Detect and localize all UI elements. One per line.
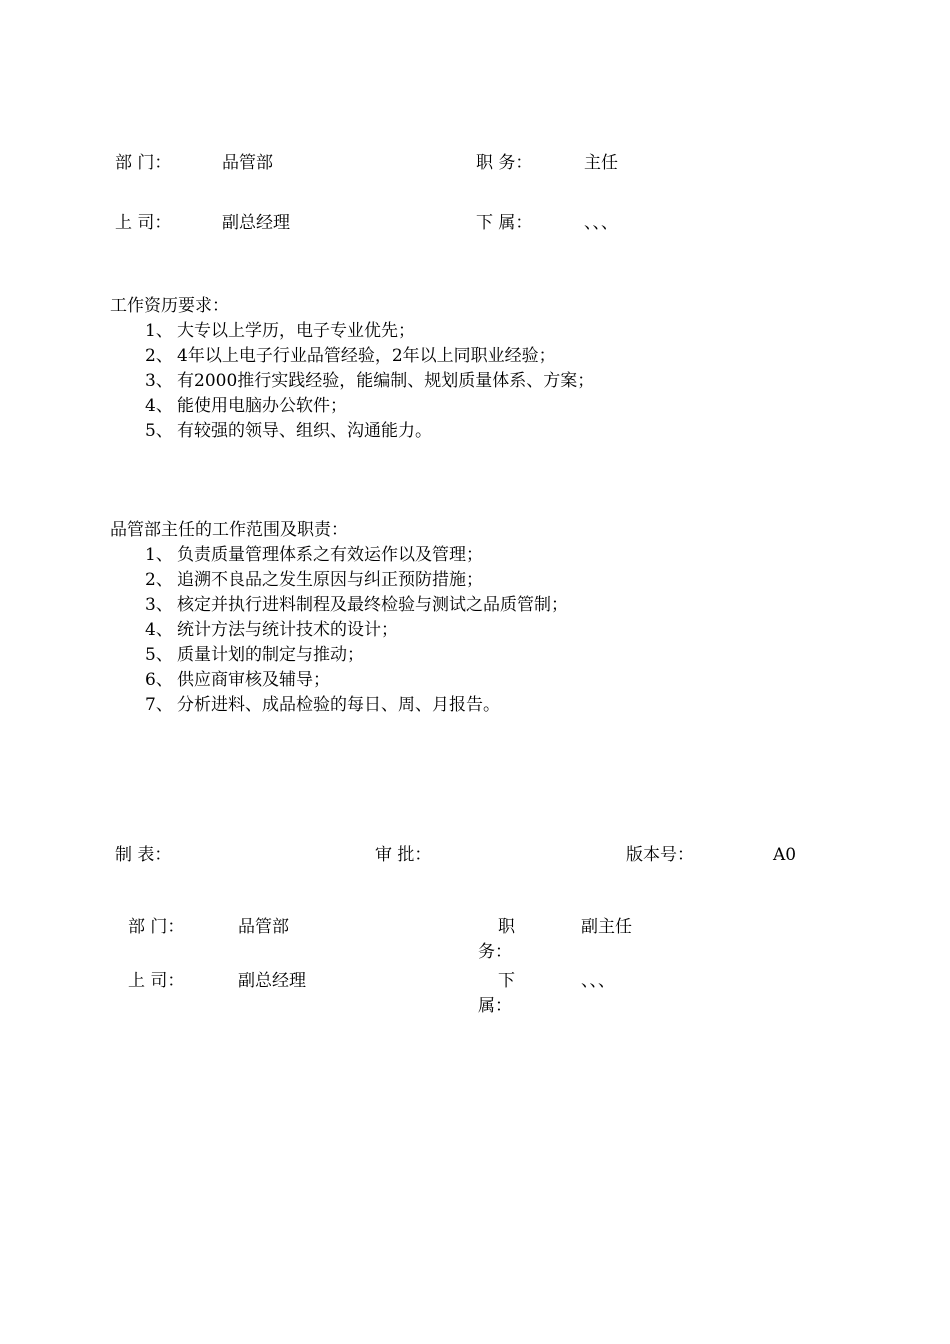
item-text: 质量计划的制定与推动； [177,645,364,665]
item-text: 能使用电脑办公软件； [177,396,347,416]
requirements-list [145,319,594,444]
item-number: 6、 [145,670,173,690]
boss-label: 上 司： [115,213,172,233]
subordinate-label-2: 下属： [478,971,515,1016]
version-value: A0 [773,845,797,865]
item-text: 4年以上电子行业品管经验，2年以上同职业经验； [177,346,556,366]
item-number: 4、 [145,620,173,640]
item-number: 4、 [145,396,173,416]
item-text: 核定并执行进料制程及最终检验与测试之品质管制； [177,595,568,615]
item-text: 有2000推行实践经验，能编制、规划质量体系、方案； [177,371,595,391]
subordinate-value: 、、、 [584,213,618,233]
item-number: 3、 [145,595,173,615]
boss-value-2: 副总经理 [238,971,306,991]
list-item [145,643,568,668]
version-label: 版本号： [626,845,694,865]
dept-label-2: 部 门： [128,917,185,937]
list-item [145,593,568,618]
item-number: 5、 [145,645,173,665]
dept-value-2: 品管部 [238,917,289,937]
list-item [145,668,568,693]
item-number: 2、 [145,346,173,366]
boss-label-2: 上 司： [128,971,185,991]
duties-title: 品管部主任的工作范围及职责： [110,520,348,540]
list-item [145,394,594,419]
approver-label: 审 批： [375,845,432,865]
position-value: 主任 [584,153,618,173]
item-text: 大专以上学历，电子专业优先； [177,321,415,341]
item-number: 7、 [145,695,173,715]
list-item [145,344,594,369]
subordinate-label: 下 属： [476,213,533,233]
requirements-title: 工作资历要求： [110,296,229,316]
item-text: 供应商审核及辅导； [177,670,330,690]
item-number: 3、 [145,371,173,391]
position-value-2: 副主任 [581,917,632,937]
item-text: 负责质量管理体系之有效运作以及管理； [177,545,483,565]
item-text: 有较强的领导、组织、沟通能力。 [177,421,432,441]
item-text: 分析进料、成品检验的每日、周、月报告。 [177,695,500,715]
item-text: 统计方法与统计技术的设计； [177,620,398,640]
list-item [145,568,568,593]
item-number: 1、 [145,321,173,341]
subordinate-value-2: 、、、 [581,971,615,991]
item-text: 追溯不良品之发生原因与纠正预防措施； [177,570,483,590]
list-item [145,693,568,718]
list-item [145,419,594,444]
boss-value: 副总经理 [222,213,290,233]
position-label: 职 务： [476,153,533,173]
dept-value: 品管部 [222,153,273,173]
list-item [145,618,568,643]
list-item [145,369,594,394]
item-number: 2、 [145,570,173,590]
list-item [145,543,568,568]
duties-list [145,543,568,718]
item-number: 1、 [145,545,173,565]
maker-label: 制 表： [115,845,172,865]
dept-label: 部 门： [115,153,172,173]
list-item [145,319,594,344]
item-number: 5、 [145,421,173,441]
position-label-2: 职务： [478,917,515,962]
